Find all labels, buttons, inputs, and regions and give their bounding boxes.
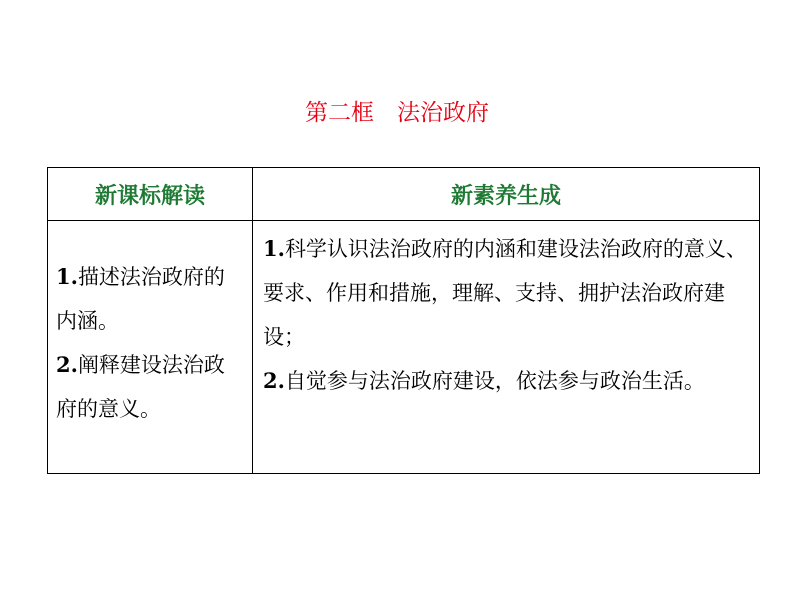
curriculum-cell	[48, 221, 253, 473]
curriculum-item	[56, 343, 244, 431]
column-header-curriculum: 新课标解读	[48, 168, 253, 221]
item-number: 1.	[56, 264, 78, 289]
curriculum-item	[56, 255, 244, 343]
item-text: 描述法治政府的内涵。	[56, 265, 225, 333]
item-number: 1.	[263, 236, 285, 261]
literacy-item	[263, 227, 749, 359]
item-number: 2.	[263, 368, 285, 393]
literacy-cell	[253, 221, 759, 473]
item-text: 科学认识法治政府的内涵和建设法治政府的意义、要求、作用和措施，理解、支持、拥护法治政府建设；	[263, 237, 747, 349]
standards-table	[47, 167, 760, 474]
literacy-item	[263, 359, 749, 403]
page-title: 第二框 法治政府	[305, 100, 489, 126]
item-text: 阐释建设法治政府的意义。	[56, 353, 225, 421]
item-number: 2.	[56, 352, 78, 377]
item-text: 自觉参与法治政府建设，依法参与政治生活。	[284, 369, 705, 393]
column-header-literacy: 新素养生成	[253, 168, 759, 221]
